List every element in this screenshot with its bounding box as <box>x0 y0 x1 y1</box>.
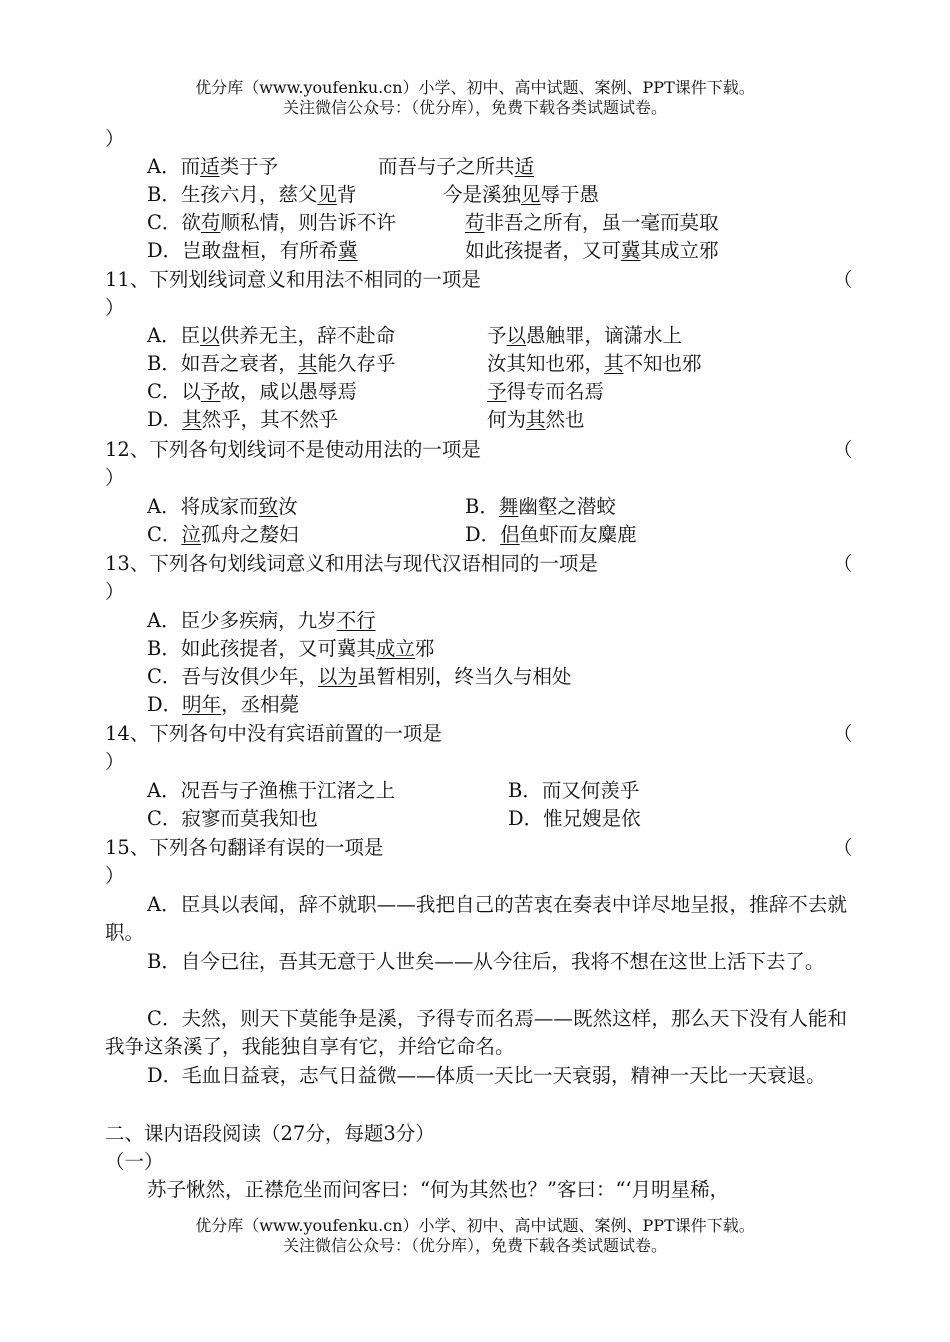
q14-close-paren: ） <box>105 750 125 773</box>
page-header-line-1: 优分库（www.youfenku.cn）小学、初中、高中试题、案例、PPT课件下载。 <box>195 78 755 97</box>
q13-option-c: C．吾与汝俱少年，以为虽暂相别，终当久与相处 <box>147 665 572 688</box>
q14-option-b: B．而又何羡乎 <box>508 779 640 802</box>
q14-open-paren: （ <box>833 722 853 745</box>
page-header-line-2: 关注微信公众号：（优分库），免费下载各类试题试卷。 <box>282 98 667 117</box>
q14-stem: 14、下列各句中没有宾语前置的一项是 <box>105 722 442 745</box>
page-footer-line-1: 优分库（www.youfenku.cn）小学、初中、高中试题、案例、PPT课件下载。 <box>195 1216 755 1235</box>
q13-option-a: A．臣少多疾病，九岁不行 <box>147 609 376 632</box>
q13-open-paren: （ <box>833 552 853 575</box>
q12-close-paren: ） <box>105 466 125 489</box>
q15-option-c: C．夫然，则天下莫能争是溪，予得专而名焉——既然这样，那么天下没有人能和我争这条溪了，我能独自享有它，并给它命名。 <box>105 1007 847 1058</box>
page-footer-line-2: 关注微信公众号：（优分库），免费下载各类试题试卷。 <box>282 1236 667 1255</box>
q12-stem: 12、下列各句划线词不是使动用法的一项是 <box>105 438 481 461</box>
q12-option-b: B．舞幽壑之潜蛟 <box>465 495 616 518</box>
q15-open-paren: （ <box>833 836 853 859</box>
q15-option-d: D．毛血日益衰，志气日益微——体质一天比一天衰弱，精神一天比一天衰退。 <box>147 1064 826 1087</box>
q15-stem: 15、下列各句翻译有误的一项是 <box>105 836 384 859</box>
section-2-title: 二、课内语段阅读（27分，每题3分） <box>105 1122 435 1145</box>
q10-close-paren: ） <box>105 127 125 150</box>
q13-stem: 13、下列各句划线词意义和用法与现代汉语相同的一项是 <box>105 552 598 575</box>
q12-open-paren: （ <box>833 438 853 461</box>
section-2-passage: 苏子愀然，正襟危坐而问客曰：“何为其然也？”客曰：“‘月明星稀， <box>147 1178 730 1201</box>
q11-open-paren: （ <box>833 268 853 291</box>
q15-option-b: B．自今已往，吾其无意于人世矣——从今往后，我将不想在这世上活下去了。 <box>147 950 825 973</box>
q14-option-d: D．惟兄嫂是依 <box>508 807 641 830</box>
q12-option-a: A．将成家而致汝 <box>147 495 298 518</box>
q13-option-b: B．如此孩提者，又可冀其成立邪 <box>147 637 435 660</box>
q11-stem: 11、下列划线词意义和用法不相同的一项是 <box>105 268 481 291</box>
section-2-subheading: （一） <box>105 1150 164 1173</box>
q15-option-a: A．臣具以表闻，辞不就职——我把自己的苦衷在奏表中详尽地呈报，推辞不去就职。 <box>105 893 847 944</box>
q12-option-d: D．侣鱼虾而友麋鹿 <box>465 523 637 546</box>
q15-close-paren: ） <box>105 864 125 887</box>
q14-option-c: C．寂寥而莫我知也 <box>147 807 318 830</box>
q13-close-paren: ） <box>105 580 125 603</box>
q12-option-c: C．泣孤舟之嫠妇 <box>147 523 299 546</box>
q14-option-a: A．况吾与子渔樵于江渚之上 <box>147 779 396 802</box>
q13-option-d: D．明年，丞相薨 <box>147 693 300 716</box>
q11-close-paren: ） <box>105 296 125 319</box>
